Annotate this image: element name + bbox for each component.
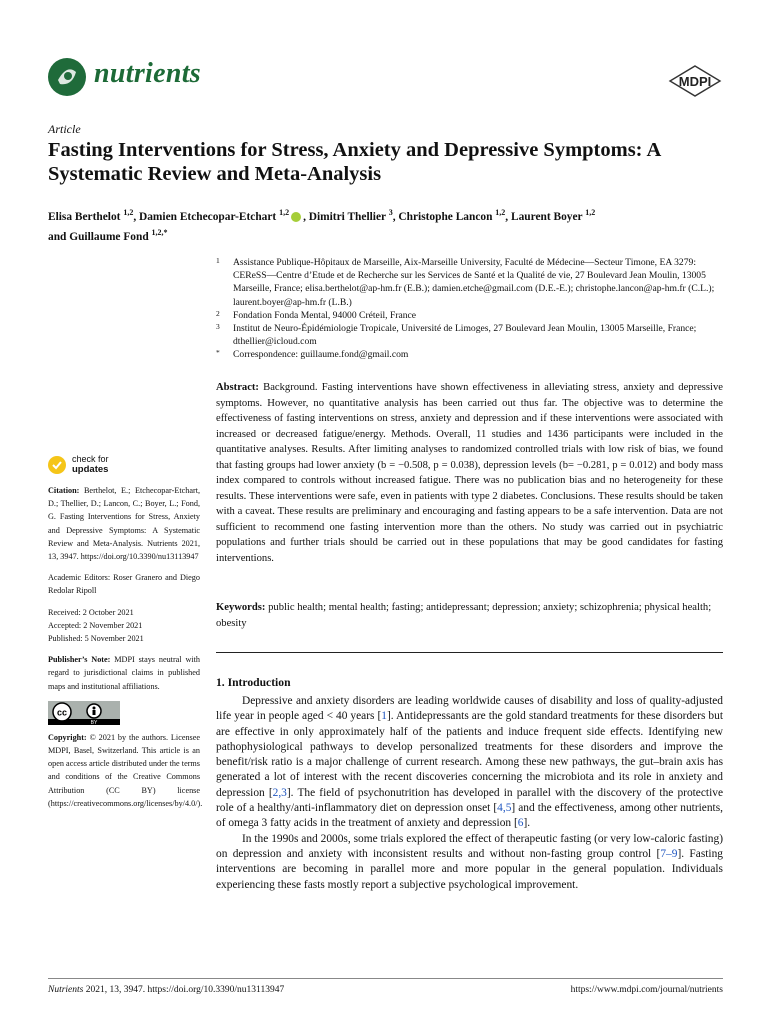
- check-updates-line1: check for: [72, 454, 109, 464]
- sidebar: [48, 454, 203, 818]
- check-updates-line2: updates: [72, 463, 109, 475]
- received-date: Received: 2 October 2021: [48, 607, 134, 617]
- paragraph-text: Depressive and anxiety disorders are leading worldwide causes of disability and loss of quality-adjusted life year in people aged < 40 years [: [216, 695, 723, 723]
- section-heading: 1. Introduction: [216, 676, 291, 689]
- affiliation-item: 1 Assistance Publique-Hôpitaux de Marseille, Aix-Marseille University, Faculté de Médecine—Secteur Timone, EA 3279: CEReSS—Centre d’Etude et de Recherche sur les Services de Santé et la Qualité de vie, 27 Boulevard Jean Moulin, 13005 Marseille, France; elisa.berthelot@ap-hm.fr (E.B.); damien.etche@gmail.com (D.E.-E.); christophe.lancon@ap-hm.fr (C.L.); laurent.boyer@ap-hm.fr (L.B.): [216, 256, 715, 308]
- footer-citation: Nutrients 2021, 13, 3947. https://doi.org/10.3390/nu13113947: [48, 985, 285, 995]
- publisher-label: MDPI: [678, 74, 712, 89]
- paragraph-text: ].: [523, 817, 531, 830]
- citation: Citation: Berthelot, E.; Etchecopar-Etchart, D.; Thellier, D.; Lancon, C.; Boyer, L.; Fond, G. Fasting Interventions for Stress, Anxiety and Depressive Symptoms: A Systematic Review and Meta-Analysis. Nutrients 2021, 13, 3947. https://doi.org/10.3390/nu13113947: [48, 486, 201, 562]
- abstract-text: Background. Fasting interventions have shown effectiveness in alleviating stress, anxiety and depressive symptoms. However, no quantitative analysis has been carried out thus far. The objective was to determine the effectiveness of fasting interventions on stress, anxiety and depression and if these interventions were associated with increased or decreased fatigue/energy. Methods. Overall, 11 studies and 1436 participants were included in the quantitative analyses. Results. After limiting analyses to randomized controlled trials with low risk of bias, we found that fasting groups had lower anxiety (b = −0.508, p = 0.038), depression levels (b= −0.281, p = 0.012) and body mass index compared to controls without increased fatigue. There was no publication bias and no heterogeneity for these results. These interventions were safe, even in patients with type 2 diabetes. Conclusions. These results should be taken with a caveat. These results are preliminary and encouraging and fasting appears to be a safe intervention. Data are not sufficient to recommend one fasting intervention more than the others. No study was carried out in psychiatric populations and further trials should be carried out in these populations that may be good candidates for fasting interventions.: [216, 382, 723, 564]
- published-date: Published: 5 November 2021: [48, 634, 144, 644]
- svg-text:BY: BY: [90, 719, 98, 725]
- author-name[interactable]: Damien Etchecopar-Etchart: [139, 210, 277, 223]
- article-title: Fasting Interventions for Stress, Anxiety and Depressive Symptoms: A Systematic Review and Meta-Analysis: [48, 139, 661, 185]
- author-name[interactable]: Guillaume Fond: [69, 230, 149, 243]
- divider: [216, 652, 723, 653]
- keywords-label: Keywords:: [216, 602, 266, 613]
- mdpi-logo-icon[interactable]: [668, 64, 722, 98]
- reference-link[interactable]: 7–9: [660, 847, 678, 860]
- author-name[interactable]: Dimitri Thellier: [308, 210, 386, 223]
- affiliations: [216, 256, 728, 362]
- reference-link[interactable]: 4,5: [497, 802, 512, 815]
- svg-text:cc: cc: [56, 707, 68, 718]
- paragraph-text: ] and the effectiveness, among other nutrients, of omega 3 fatty acids in the treatment of anxiety and depression [: [216, 802, 723, 830]
- affiliation-item: 3 Institut de Neuro-Épidémiologie Tropicale, Université de Limoges, 27 Boulevard Jean Moulin, 13005 Marseille, France; dthellier@icloud.com: [216, 322, 697, 348]
- paragraph: [216, 832, 723, 893]
- reference-link[interactable]: 6: [517, 817, 524, 830]
- abstract-label: Abstract:: [216, 382, 259, 393]
- paragraph-text: In the 1990s and 2000s, some trials explored the effect of therapeutic fasting (or very low-caloric fasting) on depression and anxiety with inconsistent results and without non-fasting group control [: [216, 832, 723, 860]
- reference-link[interactable]: 2,3: [272, 786, 287, 799]
- keywords: [216, 600, 723, 631]
- paragraph-text: ]. Antidepressants are the gold standard treatments for these disorders but are effective in only approximately half of the patients and induce frequent side effects. Identifying new pathophysiological pathways to develop personalized treatments for these disorders and improve the benefit/risk ratio is a major challenge of current research. Among these new pathways, the gut–brain axis has generated a lot of interest with the recent discoveries concerning the microbiota and its role in anxiety and depression [: [216, 710, 723, 799]
- journal-logo-icon: [48, 58, 86, 96]
- copyright: Copyright: © 2021 by the authors. Licensee MDPI, Basel, Switzerland. This article is an open access article distributed under the terms and conditions of the Creative Commons Attribution (CC BY) license (https://creativecommons.org/licenses/by/4.0/).: [48, 732, 203, 808]
- orcid-icon[interactable]: [291, 212, 301, 222]
- author-list: Elisa Berthelot $^{1,2}$, Damien Etchecopar-Etchart $^{1,2}$ , Dimitri Thellier $^3$, Christophe Lancon $^{1,2}$, Laurent Boyer $^{1,2}$ and Guillaume Fond $^{1,2,*}$: [48, 208, 596, 243]
- article-type: Article: [48, 122, 81, 136]
- footer-journal-link[interactable]: https://www.mdpi.com/journal/nutrients: [570, 985, 723, 995]
- check-for-updates-button[interactable]: [48, 455, 200, 474]
- keywords-text: public health; mental health; fasting; antidepressant; depression; anxiety; schizophrenia; physical health; obesity: [216, 602, 712, 629]
- abstract: [216, 380, 723, 566]
- paragraph-text: ]. Fasting interventions are becoming in parallel more and more popular in the general population. Individuals experiencing these fasts mostly report a subjective psychological improvement.: [216, 847, 723, 891]
- paragraph: [216, 694, 723, 832]
- correspondence: * Correspondence: guillaume.fond@gmail.com: [216, 348, 409, 361]
- accepted-date: Accepted: 2 November 2021: [48, 620, 143, 630]
- introduction-body: [216, 694, 723, 893]
- publisher-note: Publisher’s Note: MDPI stays neutral with regard to jurisdictional claims in published maps and institutional affiliations.: [48, 655, 201, 691]
- cc-by-license-icon[interactable]: [48, 701, 120, 725]
- author-name[interactable]: Christophe Lancon: [398, 210, 493, 223]
- footer-divider: [48, 978, 723, 979]
- academic-editors: Academic Editors: Roser Granero and Diego Redolar Ripoll: [48, 573, 200, 596]
- author-name[interactable]: Elisa Berthelot: [48, 210, 121, 223]
- check-updates-icon: [48, 456, 66, 474]
- affiliation-item: 2 Fondation Fonda Mental, 94000 Créteil, France: [216, 308, 417, 321]
- dates: [48, 606, 200, 646]
- reference-link[interactable]: 1: [381, 710, 387, 723]
- journal-name[interactable]: nutrients: [94, 58, 201, 89]
- paragraph-text: ]. The field of psychonutrition has developed in parallel with the discovery of the protective role of a healthy/anti-inflammatory diet on depression onset [: [216, 786, 723, 815]
- author-name[interactable]: Laurent Boyer: [510, 210, 583, 223]
